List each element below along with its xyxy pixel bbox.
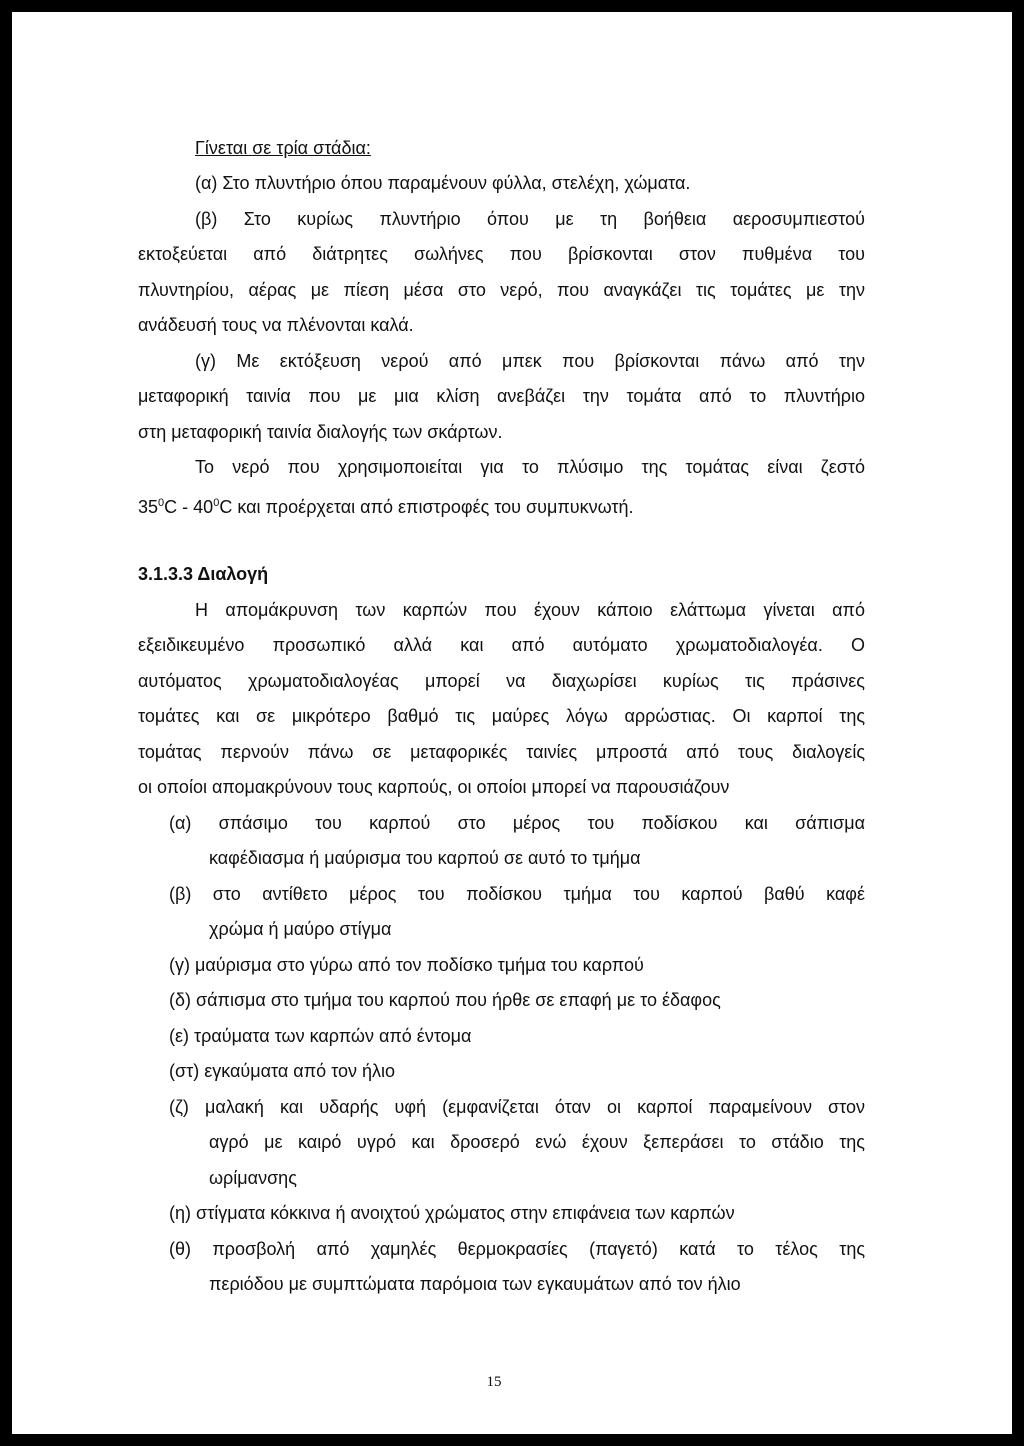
stage-b-line-3: πλυντηρίου, αέρας με πίεση μέσα στο νερό, που αναγκάζει τις τομάτες με την <box>138 280 865 300</box>
stage-b-line-1: (β) Στο κυρίως πλυντήριο όπου με τη βοήθεια αεροσυμπιεστού <box>195 209 865 229</box>
paragraph-line-6: οι οποίοι απομακρύνουν τους καρπούς, οι οποίοι μπορεί να παρουσιάζουν <box>138 777 730 797</box>
defect-item-b-line-2: χρώμα ή μαύρο στίγμα <box>209 919 392 939</box>
degree-sup-1: 0 <box>158 497 165 509</box>
paragraph-line-4: τομάτες και σε μικρότερο βαθμό τις μαύρες λόγω αρρώστιας. Οι καρποί της <box>138 706 865 726</box>
defect-item-th-line-1: (θ) προσβολή από χαμηλές θερμοκρασίες (παγετό) κατά το τέλος της <box>169 1239 865 1259</box>
paragraph-line-2: εξειδικευμένο προσωπικό αλλά και από αυτόματο χρωματοδιαλογέα. Ο <box>138 635 865 655</box>
degree-sup-2: 0 <box>213 497 220 509</box>
defect-item-z-line-2: αγρό με καιρό υγρό και δροσερό ενώ έχουν ξεπεράσει το στάδιο της <box>209 1132 865 1152</box>
page-number: 15 <box>486 1374 502 1390</box>
defect-item-a-line-2: καφέδιασμα ή μαύρισμα του καρπού σε αυτό το τμήμα <box>209 848 641 868</box>
defect-item-z-line-3: ωρίμανσης <box>209 1168 297 1188</box>
defect-item-a-line-1: (α) σπάσιμο του καρπού στο μέρος του ποδίσκου και σάπισμα <box>169 813 865 833</box>
defect-item-d: (δ) σάπισμα στο τμήμα του καρπού που ήρθε σε επαφή με το έδαφος <box>169 990 721 1010</box>
document-page <box>12 12 1012 1434</box>
water-line-2 <box>138 492 634 518</box>
temp-range-text: C - 40 <box>164 497 214 517</box>
paragraph-line-5: τομάτας περνούν πάνω σε μεταφορικές ταινίες μπροστά από τους διαλογείς <box>138 742 865 762</box>
paragraph-line-1: Η απομάκρυνση των καρπών που έχουν κάποιο ελάττωμα γίνεται από <box>195 600 865 620</box>
stage-c-line-2: μεταφορική ταινία που με μια κλίση ανεβάζει την τομάτα από το πλυντήριο <box>138 386 865 406</box>
stage-b-line-4: ανάδευσή τους να πλένονται καλά. <box>138 315 414 335</box>
stage-c-line-1: (γ) Με εκτόξευση νερού από μπεκ που βρίσκονται πάνω από την <box>195 351 865 371</box>
water-line-1: Το νερό που χρησιμοποιείται για το πλύσιμο της τομάτας είναι ζεστό <box>195 457 865 477</box>
stage-c-line-3: στη μεταφορική ταινία διαλογής των σκάρτων. <box>138 422 503 442</box>
defect-item-z-line-1: (ζ) μαλακή και υδαρής υφή (εμφανίζεται όταν οι καρποί παραμείνουν στον <box>169 1097 865 1117</box>
defect-item-b-line-1: (β) στο αντίθετο μέρος του ποδίσκου τμήμα του καρπού βαθύ καφέ <box>169 884 865 904</box>
defect-item-e: (ε) τραύματα των καρπών από έντομα <box>169 1026 472 1046</box>
defect-item-th-line-2: περιόδου με συμπτώματα παρόμοια των εγκαυμάτων από τον ήλιο <box>209 1274 741 1294</box>
section-heading: 3.1.3.3 Διαλογή <box>138 564 269 584</box>
temp-low-value: 35 <box>138 497 159 517</box>
water-source-text: C και προέρχεται από επιστροφές του συμπυκνωτή. <box>219 497 634 517</box>
defect-item-c: (γ) μαύρισμα στο γύρω από τον ποδίσκο τμήμα του καρπού <box>169 955 644 975</box>
defect-item-st: (στ) εγκαύματα από τον ήλιο <box>169 1061 396 1081</box>
stage-b-line-2: εκτοξεύεται από διάτρητες σωλήνες που βρίσκονται στον πυθμένα του <box>138 244 865 264</box>
defect-item-h: (η) στίγματα κόκκινα ή ανοιχτού χρώματος στην επιφάνεια των καρπών <box>169 1203 735 1223</box>
paragraph-line-3: αυτόματος χρωματοδιαλογέας μπορεί να διαχωρίσει κυρίως τις πράσινες <box>138 671 865 691</box>
stage-a-text: (α) Στο πλυντήριο όπου παραμένουν φύλλα, στελέχη, χώματα. <box>195 173 691 193</box>
stages-heading: Γίνεται σε τρία στάδια: <box>195 138 371 158</box>
